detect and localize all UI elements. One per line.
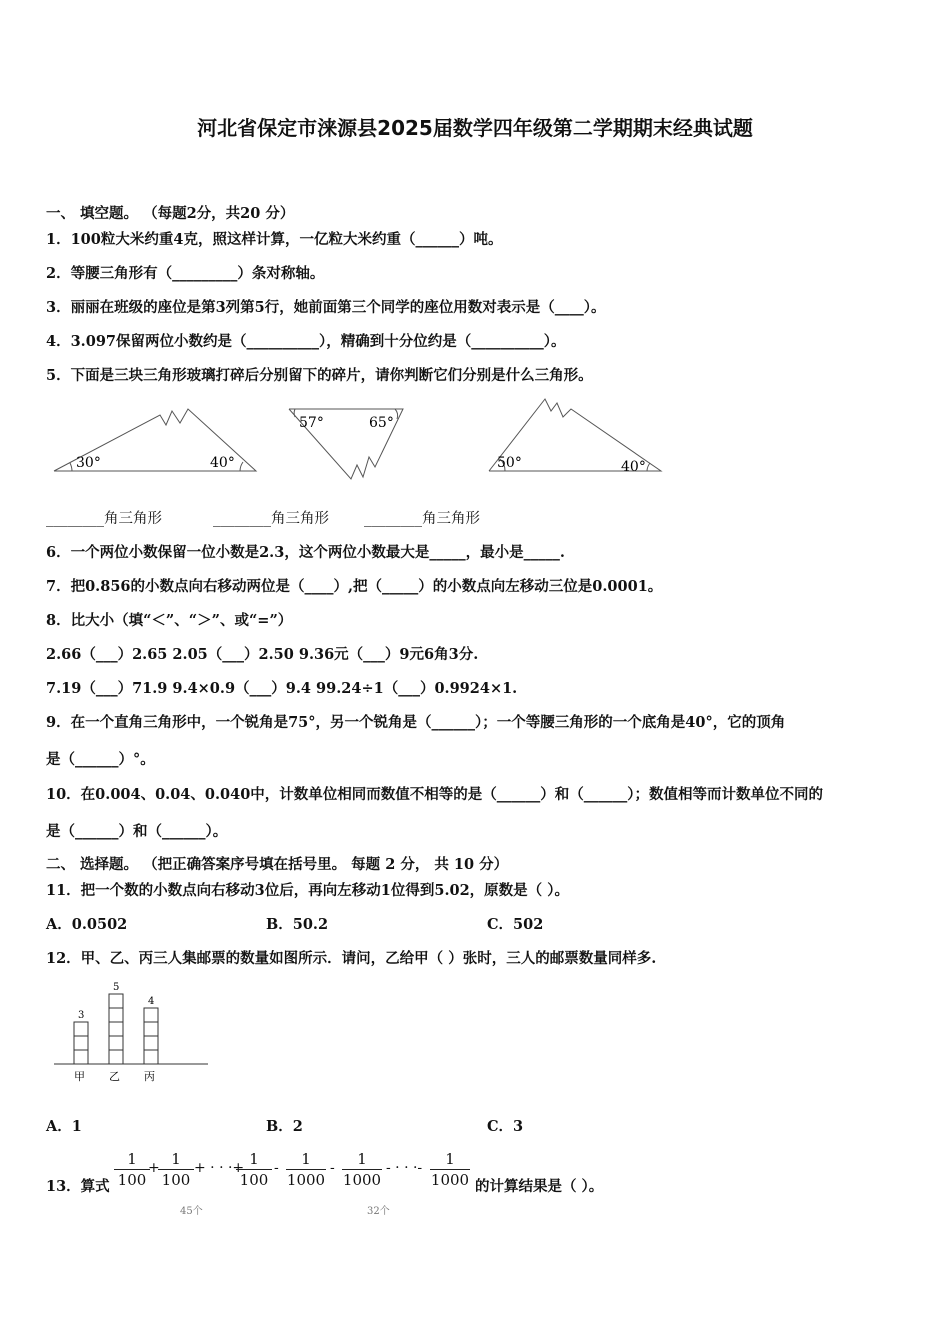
question-12: 12．甲、乙、丙三人集邮票的数量如图所示．请问，乙给甲（ ）张时，三人的邮票数量同样多. [46, 950, 657, 967]
option-c: C．3 [487, 1118, 524, 1135]
bar-丙 [144, 1008, 158, 1064]
fraction-1-100: 1 100 [112, 1150, 152, 1189]
angle-label: 40° [621, 459, 646, 475]
answer-blank-2: ________角三角形 [213, 511, 329, 527]
bar-乙 [109, 994, 123, 1064]
fraction-1-1000: 1 1000 [342, 1150, 382, 1189]
triangle-fragment-1 [50, 405, 260, 475]
bar-甲 [74, 1022, 88, 1064]
fraction-1-100: 1 100 [234, 1150, 274, 1189]
question-1: 1．100粒大米约重4克，照这样计算，一亿粒大米约重（______）吨。 [46, 231, 503, 248]
category-label: 甲 [74, 1070, 85, 1083]
minus-sign: - [274, 1160, 279, 1176]
minus-sign: - [330, 1160, 335, 1176]
question-13-prefix: 13．算式 [46, 1178, 110, 1195]
stamp-cell [74, 1050, 88, 1064]
stamp-cell [144, 1022, 158, 1036]
stamp-count-chart [50, 975, 215, 1090]
section-2-heading: 二、 选择题。 （把正确答案序号填在括号里。 每题 2 分， 共 10 分） [46, 856, 509, 873]
stamp-cell [144, 1008, 158, 1022]
fraction-1-100: 1 100 [156, 1150, 196, 1189]
count-label-45: 45个 [180, 1206, 203, 1217]
angle-label: 57° [299, 415, 324, 431]
plus-sign: + [148, 1160, 160, 1176]
option-c: C．502 [487, 916, 544, 933]
question-6: 6．一个两位小数保留一位小数是2.3，这个两位小数最大是_____，最小是_____. [46, 544, 565, 561]
page-title: 河北省保定市涞源县2025届数学四年级第二学期期末经典试题 [197, 116, 753, 140]
stamp-cell [144, 1050, 158, 1064]
minus-ellipsis: - · · ·- [386, 1160, 423, 1176]
plus-ellipsis: + · · ·+ [194, 1160, 245, 1176]
question-11: 11．把一个数的小数点向右移动3位后，再向左移动1位得到5.02，原数是（ ）。 [46, 882, 569, 899]
question-2: 2．等腰三角形有（_________）条对称轴。 [46, 265, 325, 282]
question-5: 5．下面是三块三角形玻璃打碎后分别留下的碎片，请你判断它们分别是什么三角形。 [46, 367, 593, 384]
option-a: A．0.0502 [46, 916, 128, 933]
question-7: 7．把0.856的小数点向右移动两位是（____）,把（_____）的小数点向左移动三位是0.0001。 [46, 578, 663, 595]
question-13-suffix: 的计算结果是（ ）。 [475, 1178, 604, 1195]
question-4: 4．3.097保留两位小数约是（__________），精确到十分位约是（__________）。 [46, 333, 566, 350]
stamp-cell [109, 1022, 123, 1036]
stamp-cell [109, 1008, 123, 1022]
category-label: 乙 [109, 1070, 120, 1083]
option-b: B．2 [266, 1118, 303, 1135]
angle-label: 65° [369, 415, 394, 431]
value-label: 5 [113, 982, 120, 993]
stamp-cell [74, 1036, 88, 1050]
angle-label: 30° [76, 455, 101, 471]
value-label: 4 [148, 996, 155, 1007]
angle-label: 50° [497, 455, 522, 471]
stamp-cell [109, 994, 123, 1008]
stamp-cell [109, 1050, 123, 1064]
question-8-row-1: 2.66（___）2.65 2.05（___）2.50 9.36元（___）9元6角3分. [46, 646, 479, 663]
option-a: A．1 [46, 1118, 82, 1135]
question-9-cont: 是（______）°。 [46, 751, 155, 768]
stamp-cell [74, 1022, 88, 1036]
section-1-heading: 一、 填空题。 （每题2分，共20 分） [46, 205, 295, 222]
question-3: 3．丽丽在班级的座位是第3列第5行，她前面第三个同学的座位用数对表示是（____）。 [46, 299, 606, 316]
question-10-cont: 是（______）和（______）。 [46, 823, 228, 840]
stamp-cell [109, 1036, 123, 1050]
question-8: 8．比大小（填“＜”、“＞”、或“=”） [46, 612, 293, 629]
option-b: B．50.2 [266, 916, 329, 933]
answer-blank-1: ________角三角形 [46, 511, 162, 527]
value-label: 3 [78, 1010, 85, 1021]
angle-label: 40° [210, 455, 235, 471]
question-9: 9．在一个直角三角形中，一个锐角是75°，另一个锐角是（______）；一个等腰三角形的一个底角是40°，它的顶角 [46, 714, 786, 731]
triangle-fragment-3 [485, 395, 665, 475]
answer-blank-3: ________角三角形 [364, 511, 480, 527]
question-10: 10．在0.004、0.04、0.040中，计数单位相同而数值不相等的是（______）和（______）；数值相等而计数单位不同的 [46, 786, 824, 803]
fraction-1-1000: 1 1000 [430, 1150, 470, 1189]
question-8-row-2: 7.19（___）71.9 9.4×0.9（___）9.4 99.24÷1（___）0.9924×1. [46, 680, 518, 697]
count-label-32: 32个 [367, 1206, 390, 1217]
category-label: 丙 [144, 1070, 155, 1083]
stamp-cell [144, 1036, 158, 1050]
fraction-1-1000: 1 1000 [286, 1150, 326, 1189]
triangle-fragment-2 [285, 405, 410, 485]
